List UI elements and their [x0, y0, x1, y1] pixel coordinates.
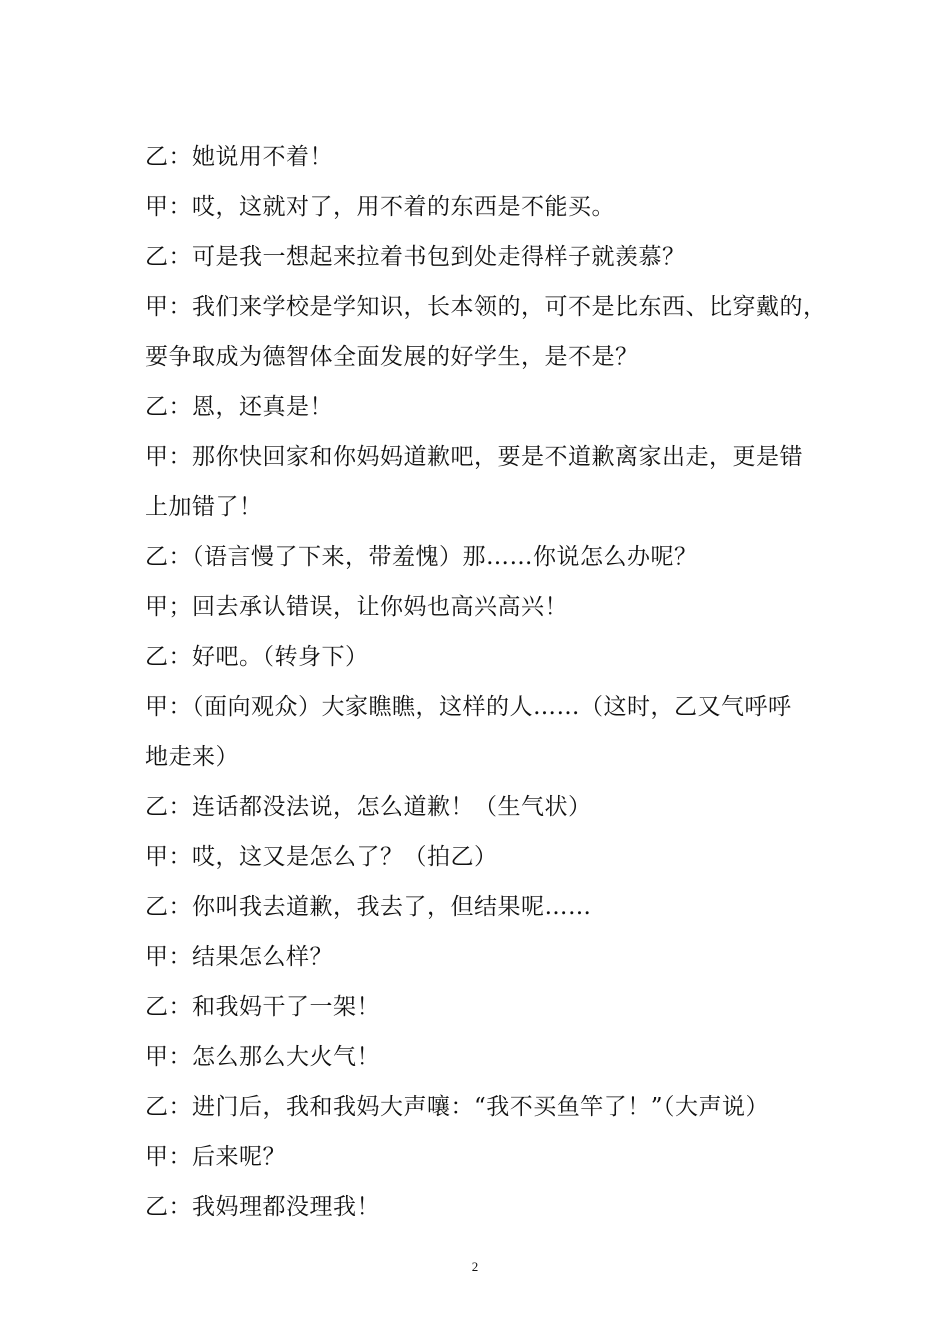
dialogue-line: 甲：哎，这又是怎么了？（拍乙）	[145, 844, 498, 870]
dialogue-line: 乙：（语言慢了下来，带羞愧）那……你说怎么办呢？	[145, 544, 698, 570]
dialogue-line: 乙：我妈理都没理我！	[145, 1194, 380, 1220]
dialogue-line: 乙：恩，还真是！	[145, 394, 333, 420]
dialogue-line: 地走来）	[145, 744, 239, 770]
dialogue-line: 甲：哎，这就对了，用不着的东西是不能买。	[145, 194, 615, 220]
dialogue-line: 甲：那你快回家和你妈妈道歉吧，要是不道歉离家出走，更是错	[145, 444, 803, 470]
dialogue-line: 乙：她说用不着！	[145, 144, 333, 170]
dialogue-line: 乙：和我妈干了一架！	[145, 994, 380, 1020]
page-number: 2	[471, 1259, 479, 1274]
dialogue-line: 甲：我们来学校是学知识，长本领的，可不是比东西、比穿戴的，	[145, 294, 827, 320]
dialogue-body	[145, 132, 827, 1232]
dialogue-line: 乙：可是我一想起来拉着书包到处走得样子就羡慕？	[145, 244, 686, 270]
dialogue-line: 乙：连话都没法说，怎么道歉！（生气状）	[145, 794, 592, 820]
dialogue-line: 乙：你叫我去道歉，我去了，但结果呢……	[145, 894, 592, 920]
dialogue-line: 上加错了！	[145, 494, 263, 520]
dialogue-line: 甲：结果怎么样？	[145, 944, 333, 970]
dialogue-line: 甲；回去承认错误，让你妈也高兴高兴！	[145, 594, 568, 620]
dialogue-line: 要争取成为德智体全面发展的好学生，是不是？	[145, 344, 639, 370]
dialogue-line: 甲：后来呢？	[145, 1144, 286, 1170]
dialogue-line: 甲：（面向观众）大家瞧瞧，这样的人……（这时，乙又气呼呼	[145, 694, 792, 720]
dialogue-line: 乙：进门后，我和我妈大声嚷：“我不买鱼竿了！”（大声说）	[145, 1094, 770, 1120]
dialogue-line: 乙：好吧。（转身下）	[145, 644, 369, 670]
dialogue-line: 甲：怎么那么大火气！	[145, 1044, 380, 1070]
